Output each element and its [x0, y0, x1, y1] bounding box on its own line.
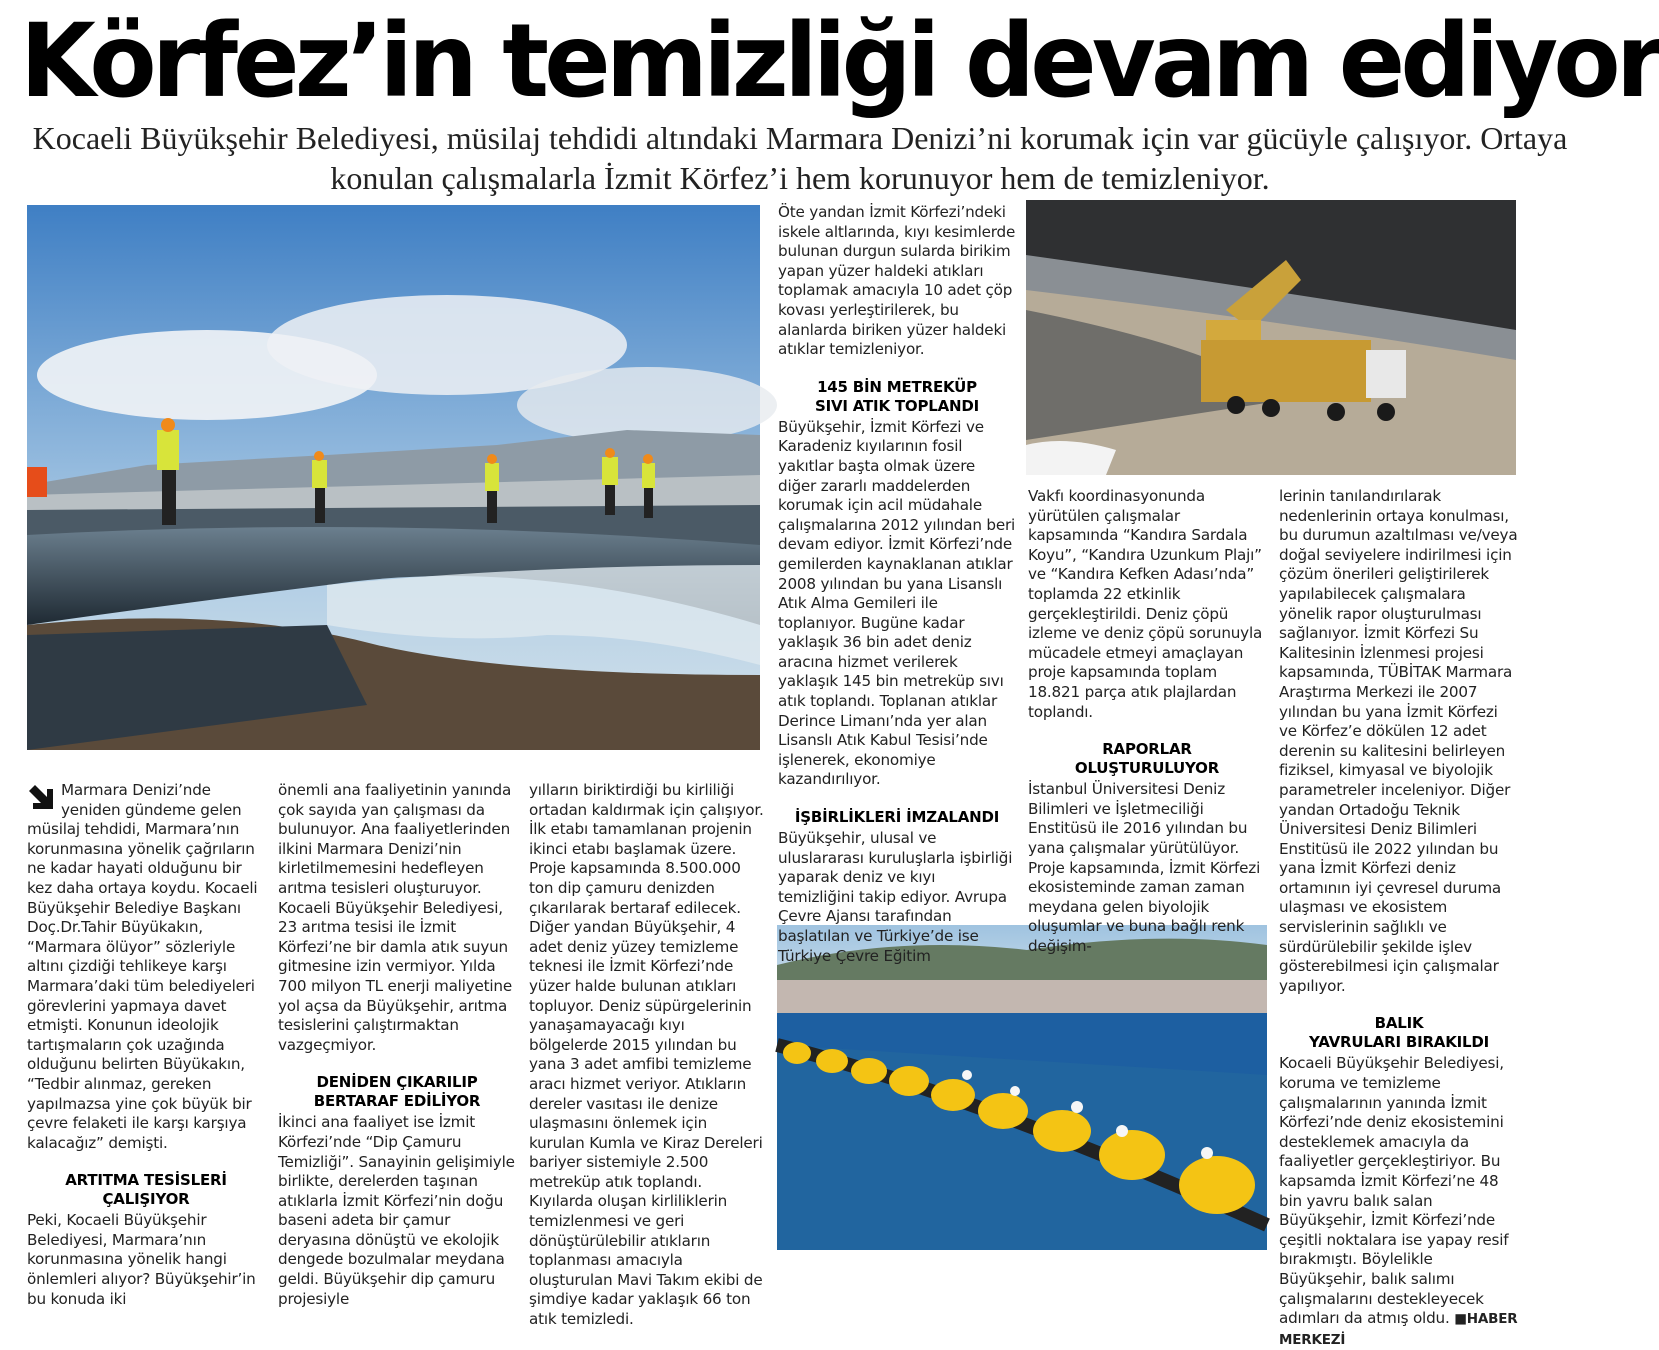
article-column-4 [778, 203, 1016, 966]
col1-paragraph-2: Peki, Kocaeli Büyükşehir Belediyesi, Marmara’nın korunmasına yönelik hangi önlemleri alıyor? Büyükşehir’in bu konuda iki [27, 1211, 256, 1308]
col2-paragraph-1: önemli ana faaliyetinin yanında çok sayıda yan çalışması da bulunuyor. Ana faaliyetlerinden ilkini Marmara Denizi’nin kirletilmemesini hedefleyen arıtma tesisleri oluşturuyor. Kocaeli Büyükşehir Belediyesi, 23 arıtma tesisi ile İzmit Körfezi’ne bir damla atık suyun gitmesine izin vermiyor. Yıldа 700 milyon TL enerji maliyetine yol açsa da Büyükşehir, arıtma tesislerini çalıştırmaktan vazgeçmiyor. [278, 781, 512, 1054]
col1-paragraph-1: Marmara Denizi’nde yeniden gündeme gelen müsilaj tehdidi, Marmara’nın korunmasına yönelik çağrıların ne kadar hayati olduğunu bir kez daha ortaya koydu. Kocaeli Büyükşehir Belediye Başkanı Doç.Dr.Tahir Büyükakın, “Marmara ölüyor” sözleriyle altını çizdiği tehlikeye karşı Marmara’daki tüm belediyeleri görevlerini yapmaya davet etmişti. Konunun ideolojik tartışmaların çok uzağında olduğunu belirten Büyükakın, “Tedbir alınmaz, gereken yapılmazsa yine çok büyük bir çevre felaketi ile karşı karşıya kalacağız” demişti. [27, 781, 258, 1152]
subheading-line: BALIK [1374, 1014, 1424, 1033]
workers-on-barrier-photo [27, 205, 760, 750]
subheading-line: RAPORLAR [1102, 740, 1192, 759]
article-column-1 [27, 781, 265, 1309]
subheading-isbirlikleri [778, 808, 1016, 827]
subheading-artitma [27, 1171, 265, 1209]
subheading-line: 145 BİN METREKÜP [817, 377, 977, 396]
subheading-line: ARTITMA TESİSLERİ [65, 1171, 227, 1190]
lead-paragraph [27, 781, 265, 1153]
excavator-truck-photo [1026, 200, 1516, 475]
article-column-6 [1279, 487, 1519, 1350]
subheading-raporlar [1028, 740, 1266, 778]
article-column-2 [278, 781, 516, 1309]
article-column-5 [1028, 487, 1266, 956]
subheading-line: ÇALIŞIYOR [102, 1190, 190, 1209]
subheading-line: OLUŞTURULUYOR [1074, 759, 1220, 778]
col5-paragraph-2: İstanbul Üniversitesi Deniz Bilimleri ve İşletmeciliği Enstitüsü ile 2016 yılından bu yana çalışmalar yürütülüyor. Proje kapsamında, İzmit Körfezi ekosisteminde zaman zaman meydana gelen biyolojik oluşumlar ve buna bağlı renk değişim- [1028, 780, 1261, 955]
col3-paragraph-1: yılların biriktirdiği bu kirliliği ortadan kaldırmak için çalışıyor. İlk etabı tamamlanan projenin ikinci etabı başlamak üzere. Proje kapsamında 8.500.000 ton dip çamuru denizden çıkarılarak bertaraf edilecek. Diğer yandan Büyükşehir, 4 adet deniz yüzey temizleme teknesi ile İzmit Körfezi’nde yüzer halde bulunan atıkları topluyor. Deniz süpürgelerinin yanaşamayacağı kıyı bölgelerde 2015 yılından bu yana 3 adet amfibi temizleme aracı hizmet veriyor. Atıkların dereler vasıtası ile denize ulaşmasını önlemek için kurulan Kumla ve Kiraz Dereleri bariyer sistemiyle 2.500 metreküp atık toplandı. Kıyılarda oluşan kirliliklerin temizlenmesi ve geri dönüştürülebilir atıkların toplanması amacıyla oluşturulan Mavi Takım ekibi de şimdiye kadar yaklaşık 66 ton atık temizledi. [529, 781, 764, 1329]
col2-paragraph-2: İkinci ana faaliyet ise İzmit Körfezi’nde “Dip Çamuru Temizliği”. Sanayinin gelişimiyle birlikte, derelerden taşınan atıklarla İzmit Körfezi’nin doğu baseni adeta bir çamur deryasına dönüştü ve ekolojik dengede bozulmalar meydana geldi. Büyükşehir dip çamuru projesiyle [278, 1113, 515, 1308]
col4-paragraph-3: Büyükşehir, ulusal ve uluslararası kuruluşlarla işbirliği yaparak deniz ve kıyı temizliğini takip ediyor. Avrupa Çevre Ajansı tarafından başlatılan ve Türkiye’de ise Türkiye Çevre Eğitim [778, 829, 1013, 965]
article-column-3 [529, 781, 767, 1330]
subheading-balik [1279, 1014, 1519, 1052]
col6-paragraph-2-text: Kocaeli Büyükşehir Belediyesi, koruma ve temizleme çalışmalarının yanında İzmit Körfezi’nde deniz ekosistemini desteklemek amacıyla da faaliyetler gerçekleştiriyor. Bu kapsamda İzmit Körfezi’ne 48 bin yavru balık salan Büyükşehir, İzmit Körfezi’nde çeşitli noktalara ise yapay resif bırakmıştı. Böylelikle Büyükşehir, balık salımı çalışmalarını destekleyecek adımları da atmış oldu. [1279, 1054, 1509, 1328]
subheading-line: SIVI ATIK TOPLANDI [814, 396, 980, 415]
col6-paragraph-2 [1279, 1054, 1519, 1350]
subheading-145-bin [778, 378, 1016, 416]
col6-paragraph-1: lerinin tanılandırılarak nedenlerinin ortaya konulması, bu durumun azaltılması ve/veya doğal seviyelere indirilmesi için çözüm önerileri geliştirilerek yapılabilecek çalışmalara yönelik rapor oluşturulması sağlanıyor. İzmit Körfezi Su Kalitesinin İzlenmesi projesi kapsamında, TÜBİTAK Marmara Araştırma Merkezi ile 2007 yılından bu yana İzmit Körfezi ve Körfez’e dökülen 12 adet derenin su kalitesini belirleyen fiziksel, kimyasal ve biyolojik parametreler incelenіyor. Diğer yandan Ortadoğu Teknik Üniversitesi Deniz Bilimleri Enstitüsü ile 2022 yılından bu yana İzmit Körfezi deniz ortamının iyi çevresel duruma ulaşması ve ekosistem servislerinin sağlıklı ve sürdürülebilir şekilde işlev gösterebilmesi için çalışmalar yapılıyor. [1279, 487, 1518, 995]
headline: Körfez’in temizliği devam ediyor [20, 2, 1659, 121]
deck: Kocaeli Büyükşehir Belediyesi, müsilaj tehdidi altındaki Marmara Denizi’ni korumak için var gücüyle çalışıyor. Ortaya konulan çalışmalarla İzmit Körfez’i hem korunuyor hem de temizleniyor. [32, 120, 1568, 196]
col5-paragraph-1: Vakfı koordinasyonunda yürütülen çalışmalar kapsamında “Kandıra Sardala Koyu”, “Kandıra Uzunkum Plajı” ve “Kandıra Kefken Adası’nda” toplamda 22 etkinlik gerçekleştirildi. Deniz çöpü izleme ve deniz çöpü sorunuyla mücadele etmeyi amaçlayan proje kapsamında toplam 18.821 parça atık plajlardan toplandı. [1028, 487, 1263, 721]
subheading-line: DENİDEN ÇIKARILIP [316, 1073, 478, 1092]
col4-paragraph-1: Öte yandan İzmit Körfezi’ndeki iskele altlarında, kıyı kesimlerde bulunan durgun sularda birikim yapan yüzer haldeki atıkları toplamak amacıyla 10 adet çöp kovası yerleştirilerek, bu alanlarda biriken yüzer haldeki atıklar temizleniyor. [778, 203, 1016, 359]
byline: ■HABER MERKEZİ [1279, 1311, 1518, 1348]
subheading-deniden [278, 1073, 516, 1111]
col4-paragraph-2: Büyükşehir, İzmit Körfezi ve Karadeniz kıyılarının fosil yakıtlar başta olmak üzere diğer zararlı maddelerden korumak için acil müdahale çalışmalarına 2012 yılından beri devam ediyor. İzmit Körfezi’nde gemilerden kaynaklanan atıklar 2008 yılından bu yana Lisanslı Atık Alma Gemileri ile toplanıyor. Bugüne kadar yaklaşık 36 bin adet deniz aracına hizmet verilerek yaklaşık 145 bin metreküp sıvı atık toplandı. Toplanan atıklar Derince Limanı’nda yer alan Lisanslı Atık Kabul Tesisi’nde işlenerek, ekonomiye kazandırılıyor. [778, 417, 1016, 789]
arrow-down-right-icon [27, 783, 57, 813]
subheading-line: BERTARAF EDİLİYOR [313, 1092, 481, 1111]
subheading-line: YAVRULARI BIRAKILDI [1308, 1033, 1490, 1052]
subheading-line: İŞBİRLİKLERİ İMZALANDI [794, 808, 1000, 827]
floating-buoys-photo [777, 925, 1267, 1250]
